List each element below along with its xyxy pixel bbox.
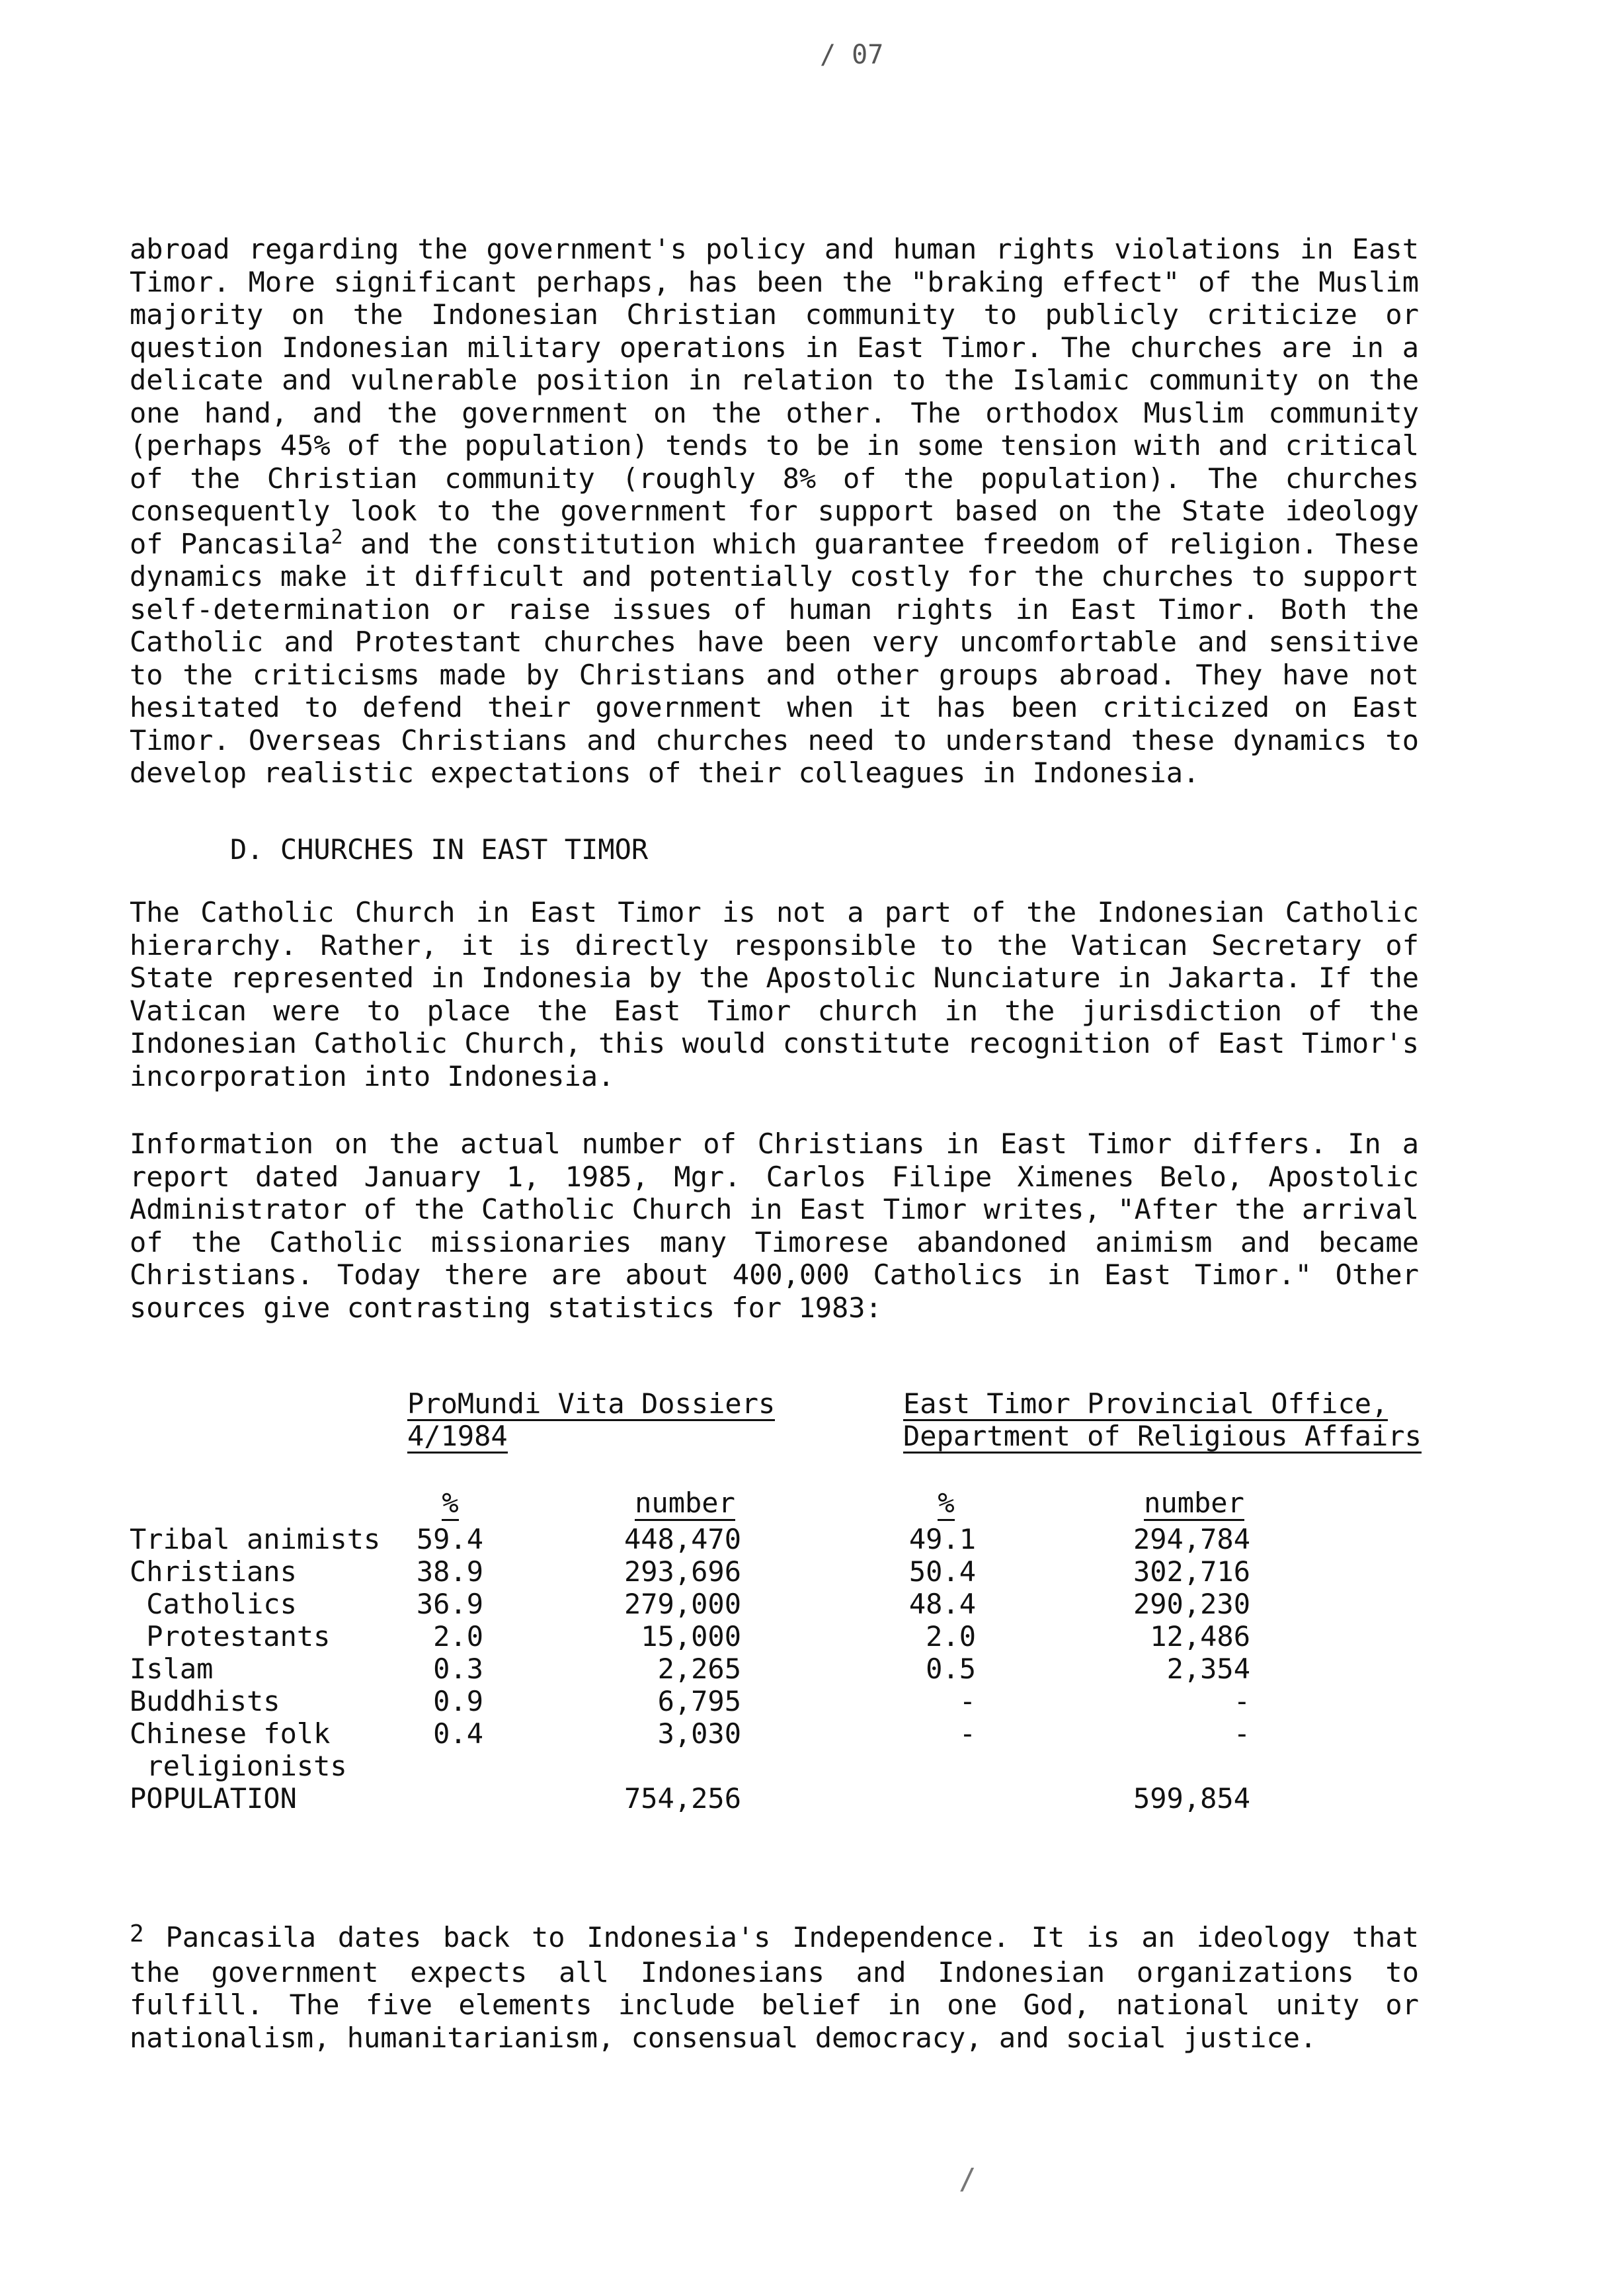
source-1-date-text: 4/1984: [407, 1420, 508, 1452]
col-header-pct-2-text: %: [938, 1487, 954, 1521]
table-cell-pct-2: 48.4: [908, 1588, 976, 1620]
statistics-table: [130, 1387, 1452, 1850]
table-row-label-continued: religionists: [130, 1750, 347, 1782]
bottom-mark: /: [959, 2162, 977, 2196]
page-number-mark: / 07: [820, 40, 884, 70]
paragraph-1: [130, 233, 1419, 790]
table-cell-number-2: 302,716: [1133, 1555, 1250, 1588]
table-row-label: Christians: [130, 1555, 297, 1588]
footnote-reference: 2: [331, 525, 343, 549]
table-cell-pct-1: 0.4: [433, 1717, 483, 1750]
col-header-number-1-text: number: [635, 1487, 735, 1521]
table-cell-number-1: 293,696: [623, 1555, 741, 1588]
source-2-title: East Timor Provincial Office,: [903, 1387, 1388, 1420]
col-header-pct-2: [916, 1487, 976, 1519]
table-cell-pct-2: 49.1: [908, 1523, 976, 1555]
table-cell-number-2: -: [1233, 1685, 1250, 1717]
table-cell-number-2: 12,486: [1150, 1620, 1250, 1653]
source-1-header: [407, 1387, 775, 1421]
source-2-department-text: Department of Religious Affairs: [903, 1420, 1422, 1452]
table-cell-number-1: 15,000: [641, 1620, 741, 1653]
col-header-pct-1-text: %: [442, 1487, 458, 1521]
table-cell-number-2: 599,854: [1133, 1782, 1250, 1815]
table-cell-pct-2: -: [959, 1685, 976, 1717]
paragraph-2: The Catholic Church in East Timor is not a part of the Indonesian Catholic hierarchy. Rather, it is directly responsible to the Vatican Secretary of State represented in Indonesia by the Apostolic Nunciature in Jakarta. If the Vatican were to place the East Timor church in the jurisdiction of the Indonesian Catholic Church, this would constitute recognition of East Timor's incorporation into Indonesia.: [130, 896, 1419, 1092]
paragraph-1-part-a: abroad regarding the government's policy and human rights violations in East Timor. More significant perhaps, has been the "braking effect" of the Muslim majority on the Indonesian Christian community to publicly criticize or question Indonesian military operations in East Timor. The churches are in a delicate and vulnerable position in relation to the Islamic community on the one hand, and the government on the other. The orthodox Muslim community (perhaps 45% of the population) tends to be in some tension with and critical of the Christian community (roughly 8% of the population). The churches consequently look to the government for support based on the State ideology of Pancasila: [130, 233, 1419, 560]
table-cell-number-1: 3,030: [657, 1717, 741, 1750]
table-row-label: POPULATION: [130, 1782, 297, 1815]
source-2-header: [903, 1387, 1388, 1421]
table-cell-number-1: 448,470: [623, 1523, 741, 1555]
table-cell-pct-1: 38.9: [416, 1555, 483, 1588]
table-row-label: Protestants: [130, 1620, 331, 1653]
table-cell-pct-1: 0.9: [433, 1685, 483, 1717]
footnote: [130, 1921, 1419, 2054]
table-cell-number-2: -: [1233, 1717, 1250, 1750]
source-1-title: ProMundi Vita Dossiers: [407, 1387, 776, 1420]
table-cell-number-1: 6,795: [657, 1685, 741, 1717]
source-1-date: [407, 1420, 508, 1454]
table-cell-number-2: 290,230: [1133, 1588, 1250, 1620]
col-header-pct-1: [421, 1487, 480, 1519]
paragraph-3: Information on the actual number of Christians in East Timor differs. In a report dated January 1, 1985, Mgr. Carlos Filipe Ximenes Belo, Apostolic Administrator of the Catholic Church in East Timor writes, "After the arrival of the Catholic missionaries many Timorese abandoned animism and became Christians. Today there are about 400,000 Catholics in East Timor." Other sources give contrasting statistics for 1983:: [130, 1128, 1419, 1324]
table-cell-pct-1: 59.4: [416, 1523, 483, 1555]
col-header-number-1: [619, 1487, 751, 1519]
col-header-number-2-text: number: [1144, 1487, 1244, 1521]
paragraph-1-part-b: and the constitution which guarantee freedom of religion. These dynamics make it difficult and potentially costly for the churches to support self-determination or raise issues of human rights in East Timor. Both the Catholic and Protestant churches have been very uncomfortable and sensitive to the criticisms made by Christians and other groups abroad. They have not hesitated to defend their government when it has been criticized on East Timor. Overseas Christians and churches need to understand these dynamics to develop realistic expectations of their colleagues in Indonesia.: [130, 527, 1419, 789]
table-row-label: Chinese folk: [130, 1717, 331, 1750]
table-cell-pct-2: 0.5: [926, 1653, 976, 1685]
table-row-label: Catholics: [130, 1588, 297, 1620]
section-heading: D. CHURCHES IN EAST TIMOR: [230, 833, 649, 866]
source-2-department: [903, 1420, 1422, 1454]
footnote-text: Pancasila dates back to Indonesia's Independence. It is an ideology that the government expects all Indonesians and Indonesian organizations to fulfill. The five elements include belief in one God, national unity or nationalism, humanitarianism, consensual democracy, and social justice.: [130, 1921, 1419, 2054]
table-row-label: Buddhists: [130, 1685, 280, 1717]
table-cell-number-1: 279,000: [623, 1588, 741, 1620]
table-cell-pct-1: 2.0: [433, 1620, 483, 1653]
footnote-mark: 2: [130, 1920, 144, 1948]
table-cell-pct-2: 50.4: [908, 1555, 976, 1588]
table-cell-pct-2: -: [959, 1717, 976, 1750]
col-header-number-2: [1128, 1487, 1260, 1519]
table-cell-pct-1: 36.9: [416, 1588, 483, 1620]
table-cell-number-2: 294,784: [1133, 1523, 1250, 1555]
table-cell-number-1: 2,265: [657, 1653, 741, 1685]
table-cell-pct-1: 0.3: [433, 1653, 483, 1685]
table-cell-number-2: 2,354: [1166, 1653, 1250, 1685]
table-row-label: Tribal animists: [130, 1523, 381, 1555]
table-cell-pct-2: 2.0: [926, 1620, 976, 1653]
table-cell-number-1: 754,256: [623, 1782, 741, 1815]
table-row-label: Islam: [130, 1653, 214, 1685]
